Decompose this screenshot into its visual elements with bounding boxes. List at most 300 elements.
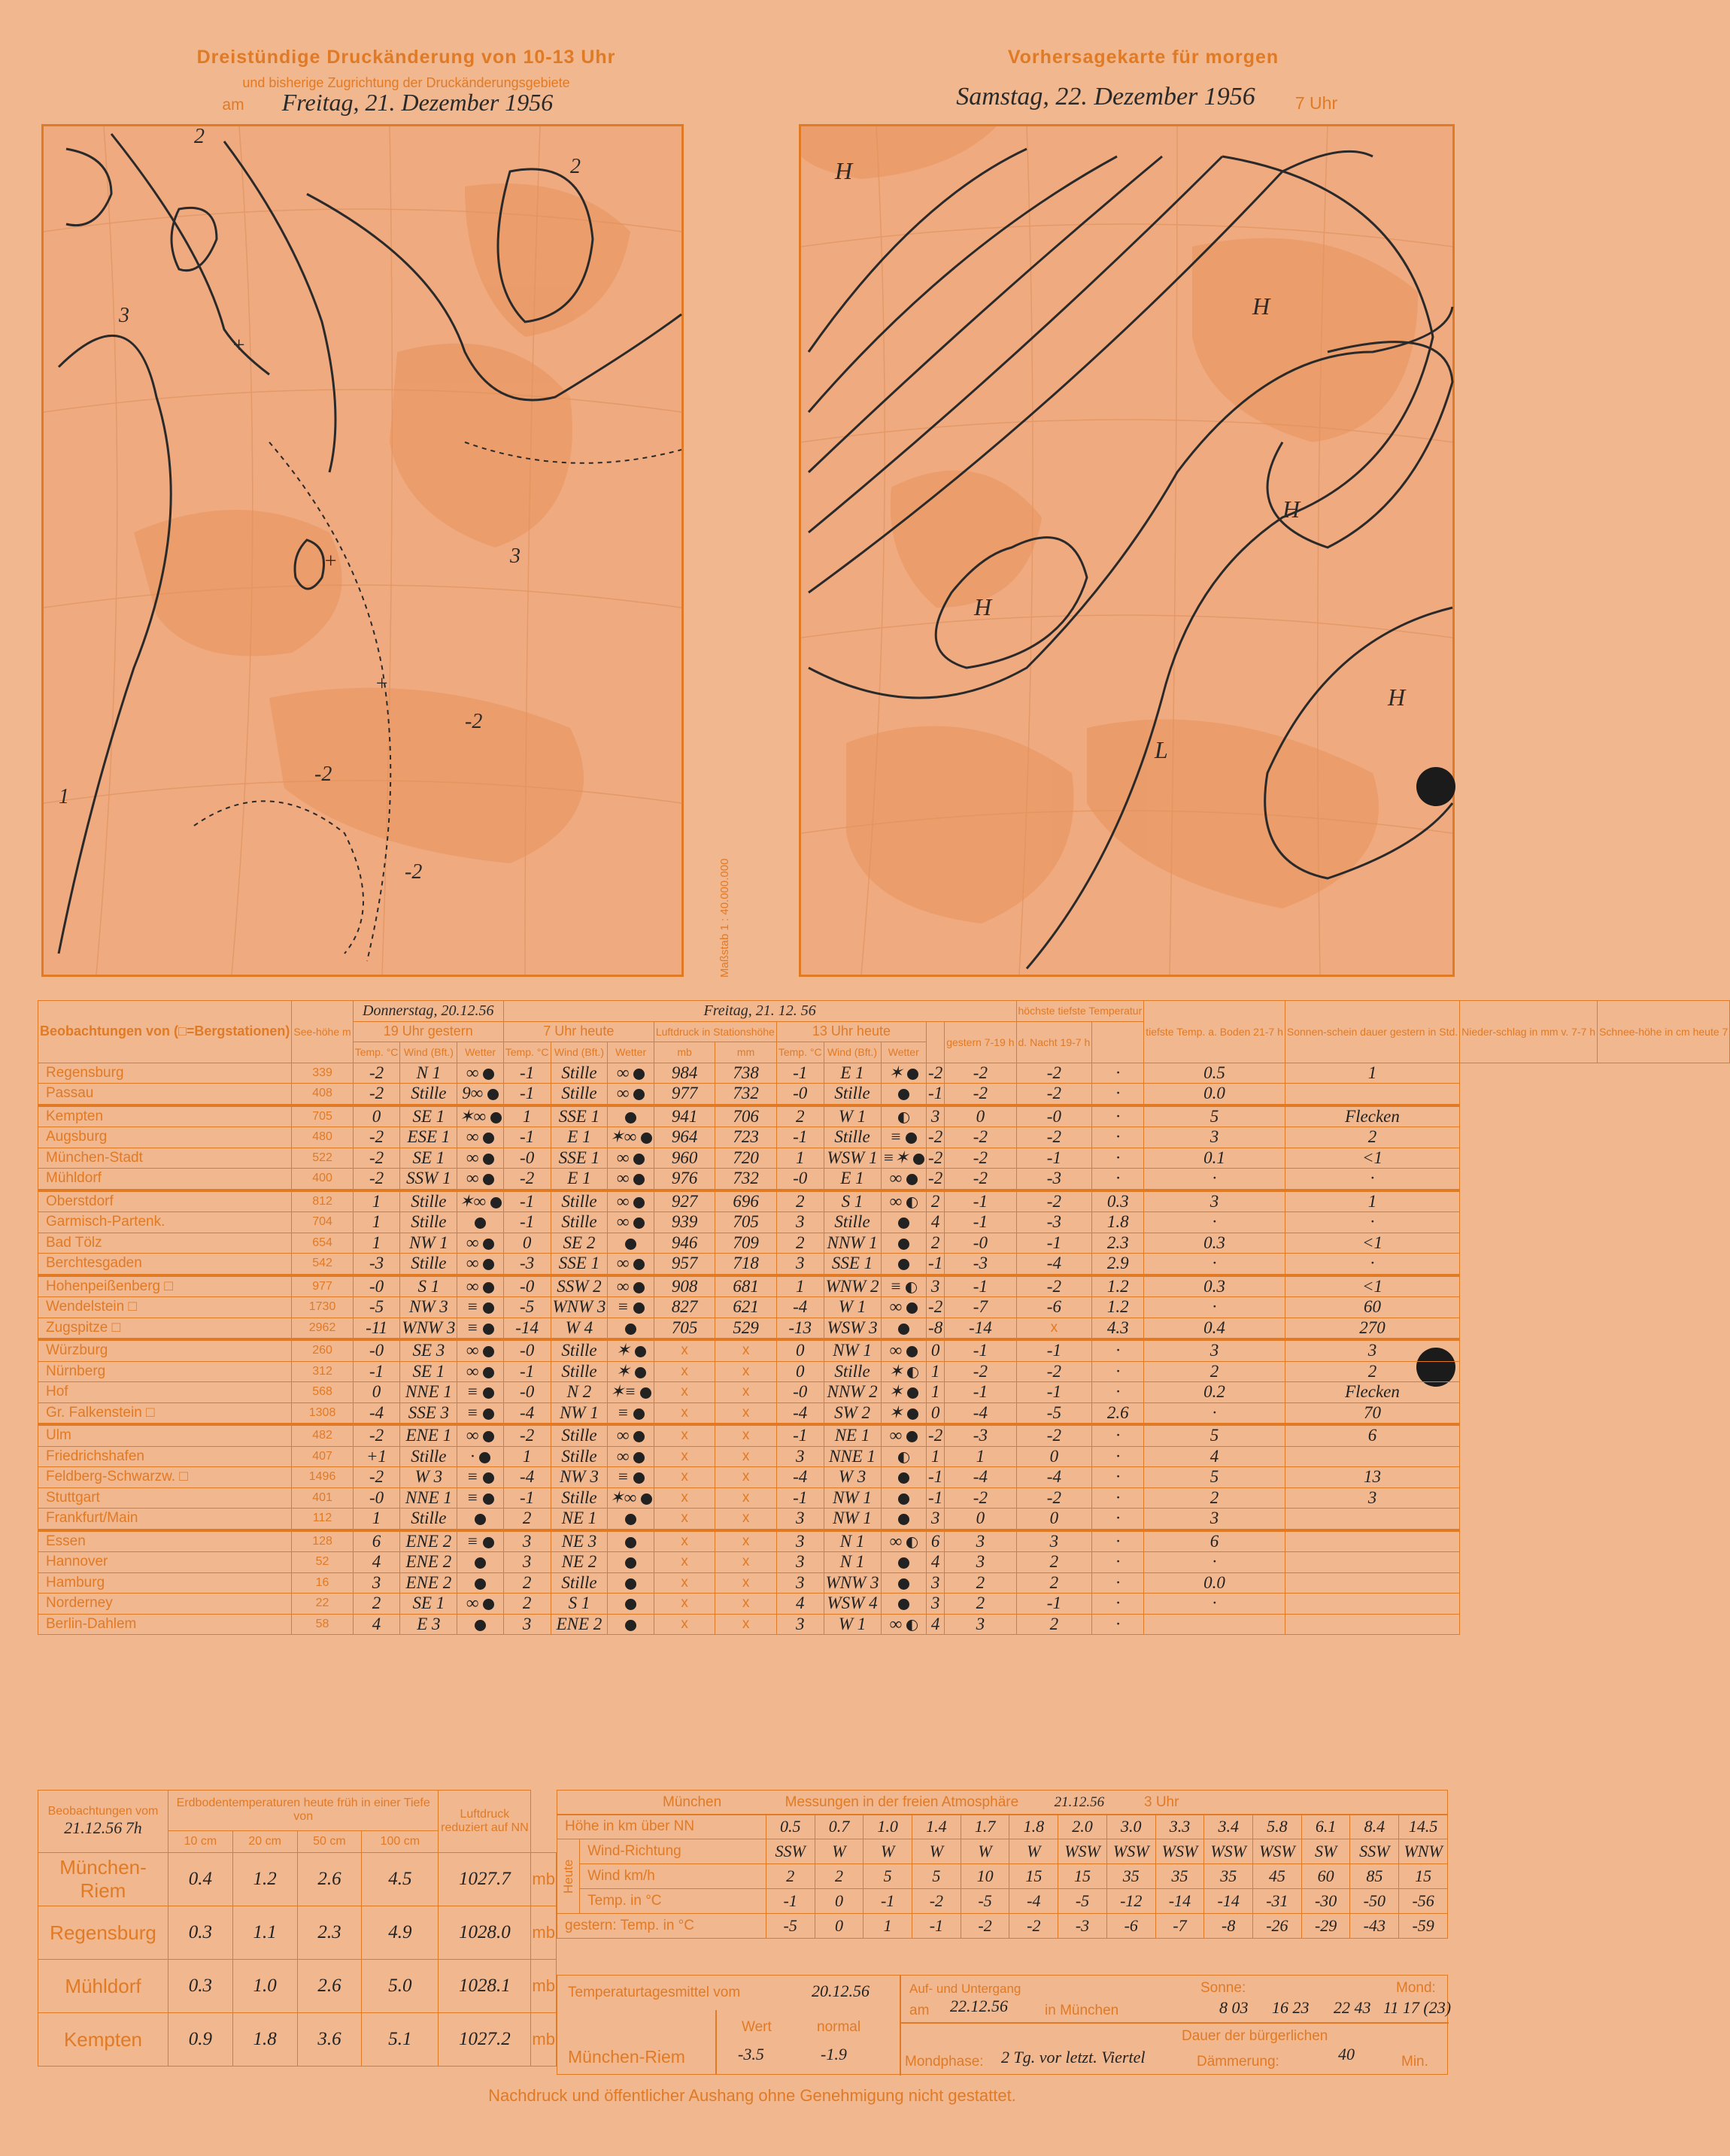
table-cell: <1: [1285, 1233, 1459, 1254]
table-cell: N 1: [824, 1552, 881, 1573]
table-row: [38, 1318, 1730, 1339]
table-cell: x: [715, 1402, 777, 1424]
table-cell: 15: [1058, 1864, 1107, 1889]
table-cell: x: [654, 1509, 715, 1530]
table-cell: 0: [815, 1914, 863, 1939]
sky-cover-icon: [475, 1514, 486, 1525]
table-cell: 1028.1: [439, 1960, 531, 2013]
station-name: Wendelstein □: [38, 1297, 292, 1318]
table-cell: 5.0: [362, 1960, 439, 2013]
table-cell: -0: [503, 1275, 551, 1297]
table-cell: -1: [503, 1063, 551, 1084]
footer-notice: Nachdruck und öffentlicher Aushang ohne Genehmigung nicht gestattet.: [488, 2086, 1016, 2105]
table-cell: -1: [503, 1084, 551, 1105]
table-cell: ·: [457, 1446, 503, 1467]
table-cell: x: [1016, 1318, 1092, 1339]
table-cell: ∞: [457, 1275, 503, 1297]
table-cell: ∞: [457, 1148, 503, 1169]
table-cell: ≡: [457, 1402, 503, 1424]
table-cell: SW: [1301, 1839, 1350, 1864]
table-cell: WSW: [1155, 1839, 1204, 1864]
table-cell: NNW 2: [824, 1382, 881, 1403]
table-cell: [881, 1552, 927, 1573]
svg-text:2: 2: [570, 155, 581, 178]
table-cell: S 1: [400, 1275, 457, 1297]
table-cell: -1: [766, 1889, 815, 1914]
table-cell: -8: [927, 1318, 945, 1339]
sky-cover-icon: [906, 1174, 918, 1185]
table-cell: S 1: [551, 1593, 608, 1615]
table-cell: SSE 1: [551, 1254, 608, 1275]
table-row: [38, 1467, 1730, 1488]
table-cell: 2: [815, 1864, 863, 1889]
right-map-date: Samstag, 22. Dezember 1956: [956, 83, 1255, 111]
table-cell: 1: [353, 1509, 400, 1530]
sky-cover-icon: [483, 1387, 494, 1399]
soil-station: Mühldorf: [38, 1960, 168, 2013]
table-cell: 1.0: [232, 1960, 297, 2013]
table-cell: Stille: [551, 1487, 608, 1509]
table-row: [38, 2013, 557, 2067]
svg-text:+: +: [232, 334, 246, 357]
map-scale: Maßstab 1 : 40.000.000: [718, 858, 731, 978]
table-cell: W: [815, 1839, 863, 1864]
table-cell: -31: [1253, 1889, 1302, 1914]
obs-head-max: höchste tiefste Temperatur: [1016, 1001, 1144, 1022]
table-row: [38, 1853, 557, 1906]
table-cell: WSW 3: [824, 1318, 881, 1339]
table-cell: ·: [1092, 1509, 1144, 1530]
table-cell: -0: [1016, 1105, 1092, 1127]
table-cell: -3: [945, 1424, 1016, 1446]
table-cell: 14.5: [1399, 1815, 1448, 1839]
table-cell: ∞: [457, 1254, 503, 1275]
table-cell: 2: [1144, 1361, 1285, 1382]
table-cell: 1.1: [232, 1906, 297, 1960]
table-cell: ≡: [608, 1467, 654, 1488]
svg-text:H: H: [835, 157, 853, 184]
obs-head-wetter: Wetter: [457, 1042, 503, 1063]
obs-head-nieder: Nieder-schlag in mm v. 7-7 h: [1460, 1001, 1598, 1063]
sky-cover-icon: [625, 1557, 636, 1569]
table-cell: 1: [353, 1212, 400, 1233]
table-cell: -1: [1016, 1233, 1092, 1254]
table-cell: ·: [1092, 1467, 1144, 1488]
station-name: Friedrichshafen: [38, 1446, 292, 1467]
sky-cover-icon: [487, 1089, 499, 1100]
table-cell: 2: [1016, 1614, 1092, 1635]
table-cell: -1: [776, 1063, 824, 1084]
table-cell: x: [715, 1339, 777, 1361]
soil-hour: 7h: [125, 1818, 142, 1837]
table-cell: [1285, 1509, 1459, 1530]
table-cell: Stille: [551, 1190, 608, 1212]
sky-cover-icon: [475, 1620, 486, 1631]
table-cell: -2: [912, 1889, 961, 1914]
station-name: Hamburg: [38, 1572, 292, 1593]
station-elevation: 16: [292, 1572, 353, 1593]
table-cell: 60: [1301, 1864, 1350, 1889]
soil-depth-header: 20 cm: [232, 1830, 297, 1852]
table-cell: [457, 1509, 503, 1530]
table-row: [38, 1233, 1730, 1254]
table-cell: ∞: [457, 1233, 503, 1254]
table-row: [38, 1169, 1730, 1190]
table-cell: W: [1009, 1839, 1058, 1864]
sky-cover-icon: [633, 1259, 645, 1270]
upper-row-label: Wind km/h: [580, 1864, 766, 1889]
table-cell: 13: [1285, 1467, 1459, 1488]
upper-time: 3 Uhr: [1143, 1794, 1179, 1810]
table-cell: -1: [945, 1275, 1016, 1297]
table-cell: 0: [927, 1339, 945, 1361]
sonne-unter: 16 23: [1272, 1998, 1310, 2017]
table-cell: ·: [1144, 1169, 1285, 1190]
station-elevation: 401: [292, 1487, 353, 1509]
table-cell: NNE 1: [400, 1382, 457, 1403]
station-name: Mühldorf: [38, 1169, 292, 1190]
table-cell: x: [654, 1402, 715, 1424]
table-cell: -1: [945, 1190, 1016, 1212]
table-cell: -1: [945, 1212, 1016, 1233]
table-row: [38, 1424, 1730, 1446]
station-name: Regensburg: [38, 1063, 292, 1084]
table-cell: 0: [776, 1361, 824, 1382]
upper-row-label: gestern: Temp. in °C: [557, 1914, 766, 1939]
table-cell: 3: [927, 1593, 945, 1615]
sky-cover-icon: [633, 1282, 645, 1293]
table-cell: x: [715, 1509, 777, 1530]
table-cell: -1: [776, 1424, 824, 1446]
table-cell: SE 1: [400, 1593, 457, 1615]
table-row: [38, 1402, 1730, 1424]
station-elevation: 812: [292, 1190, 353, 1212]
table-cell: ∞: [608, 1190, 654, 1212]
pressure-change-isolines: [44, 126, 681, 975]
au-date: 22.12.56: [950, 1997, 1008, 2015]
table-cell: -14: [945, 1318, 1016, 1339]
table-cell: ·: [1144, 1254, 1285, 1275]
table-cell: -11: [353, 1318, 400, 1339]
table-cell: -3: [503, 1254, 551, 1275]
table-cell: [457, 1572, 503, 1593]
table-cell: ∞: [457, 1593, 503, 1615]
table-cell: W: [863, 1839, 912, 1864]
svg-text:-2: -2: [465, 710, 483, 733]
sky-cover-icon: [483, 1367, 494, 1378]
table-cell: ∞: [608, 1063, 654, 1084]
table-cell: 0: [503, 1233, 551, 1254]
table-cell: -0: [776, 1382, 824, 1403]
punch-hole: [1416, 767, 1455, 806]
table-cell: Stille: [551, 1084, 608, 1105]
table-cell: 4: [927, 1552, 945, 1573]
table-cell: -0: [353, 1487, 400, 1509]
table-cell: x: [654, 1552, 715, 1573]
table-cell: [881, 1084, 927, 1105]
table-cell: SSW: [1350, 1839, 1399, 1864]
table-cell: -2: [1016, 1275, 1092, 1297]
table-cell: 0.4: [1144, 1318, 1285, 1339]
table-cell: x: [654, 1614, 715, 1635]
table-cell: -0: [503, 1148, 551, 1169]
table-cell: x: [715, 1382, 777, 1403]
sky-cover-icon: [475, 1578, 486, 1590]
table-cell: E 3: [400, 1614, 457, 1635]
table-row: [557, 1889, 1448, 1914]
forecast-map: [799, 124, 1455, 977]
table-cell: 1: [503, 1446, 551, 1467]
table-cell: -1: [863, 1889, 912, 1914]
table-cell: ·: [1092, 1063, 1144, 1084]
table-row: [38, 1382, 1730, 1403]
sky-cover-icon: [906, 1346, 918, 1357]
table-cell: 1.8: [232, 2013, 297, 2067]
table-cell: 1: [863, 1914, 912, 1939]
table-cell: -4: [353, 1402, 400, 1424]
table-cell: ·: [1285, 1212, 1459, 1233]
table-cell: -43: [1350, 1914, 1399, 1939]
table-cell: 0.3: [168, 1960, 233, 2013]
table-cell: ·: [1092, 1487, 1144, 1509]
table-cell: 1.4: [912, 1815, 961, 1839]
table-cell: 2.3: [1092, 1233, 1144, 1254]
table-row: [38, 1614, 1730, 1635]
table-cell: ENE 1: [400, 1424, 457, 1446]
table-cell: ∞: [608, 1212, 654, 1233]
table-cell: 4.5: [362, 1853, 439, 1906]
table-cell: Stille: [551, 1572, 608, 1593]
table-cell: 5: [1144, 1424, 1285, 1446]
table-cell: ≡: [608, 1297, 654, 1318]
table-cell: [457, 1552, 503, 1573]
table-cell: [1144, 1614, 1285, 1635]
sky-cover-icon: [898, 1112, 909, 1123]
table-cell: NNE 1: [824, 1446, 881, 1467]
table-cell: -0: [776, 1169, 824, 1190]
svg-text:H: H: [1252, 293, 1270, 320]
aufunter-label: Auf- und Untergang: [909, 1982, 1021, 1996]
table-cell: 70: [1285, 1402, 1459, 1424]
sky-cover-icon: [625, 1112, 636, 1123]
sonne-label: Sonne:: [1200, 1980, 1246, 1996]
table-cell: 6: [1285, 1424, 1459, 1446]
table-cell: 927: [654, 1190, 715, 1212]
table-cell: 3: [776, 1446, 824, 1467]
table-cell: 2: [1016, 1572, 1092, 1593]
table-cell: -4: [776, 1402, 824, 1424]
sky-cover-icon: [907, 1409, 918, 1420]
sky-cover-icon: [483, 1259, 494, 1270]
table-cell: W 1: [824, 1105, 881, 1127]
table-cell: -4: [945, 1467, 1016, 1488]
table-cell: 2: [945, 1572, 1016, 1593]
sky-cover-icon: [633, 1452, 645, 1463]
table-cell: -2: [945, 1063, 1016, 1084]
table-cell: -1: [945, 1339, 1016, 1361]
station-label: München-Riem: [568, 2047, 685, 2067]
table-cell: x: [654, 1424, 715, 1446]
table-cell: [1285, 1593, 1459, 1615]
table-cell: 2: [766, 1864, 815, 1889]
table-cell: 1: [1285, 1063, 1459, 1084]
table-cell: -3: [353, 1254, 400, 1275]
table-cell: 0.3: [1092, 1190, 1144, 1212]
station-elevation: 128: [292, 1530, 353, 1552]
table-cell: 45: [1253, 1864, 1302, 1889]
table-cell: -5: [1058, 1889, 1107, 1914]
table-cell: ≡: [881, 1275, 927, 1297]
table-cell: 0.4: [168, 1853, 233, 1906]
table-cell: ∞: [881, 1297, 927, 1318]
table-cell: Stille: [551, 1446, 608, 1467]
table-cell: -2: [1009, 1914, 1058, 1939]
table-cell: -4: [1016, 1254, 1092, 1275]
table-cell: ·: [1144, 1297, 1285, 1318]
station-elevation: 705: [292, 1105, 353, 1127]
wert-label: Wert: [742, 2019, 772, 2035]
table-row: [38, 1190, 1730, 1212]
left-map-subtitle: und bisherige Zugrichtung der Druckänderungsgebiete: [242, 75, 570, 90]
table-cell: [608, 1572, 654, 1593]
table-cell: -2: [1016, 1084, 1092, 1105]
table-row: [557, 1839, 1448, 1864]
station-name: München-Stadt: [38, 1148, 292, 1169]
table-cell: -4: [776, 1467, 824, 1488]
table-cell: 3: [945, 1530, 1016, 1552]
table-cell: -0: [503, 1339, 551, 1361]
table-cell: 3.6: [297, 2013, 362, 2067]
table-cell: SSE 1: [824, 1254, 881, 1275]
station-name: Kempten: [38, 1105, 292, 1127]
mond-label: Mond:: [1396, 1980, 1436, 1996]
soil-station: Regensburg: [38, 1906, 168, 1960]
table-cell: Stille: [551, 1063, 608, 1084]
table-cell: Stille: [551, 1212, 608, 1233]
table-cell: -4: [945, 1402, 1016, 1424]
table-cell: 0.1: [1144, 1148, 1285, 1169]
sky-cover-icon: [906, 1197, 918, 1208]
in-muenchen: in München: [1045, 2003, 1119, 2018]
table-cell: 941: [654, 1105, 715, 1127]
table-cell: W 1: [824, 1297, 881, 1318]
sky-cover-icon: [625, 1324, 636, 1335]
pressure-unit: mb: [531, 1960, 557, 2013]
table-cell: ·: [1092, 1572, 1144, 1593]
table-cell: x: [715, 1424, 777, 1446]
sky-cover-icon: [898, 1239, 909, 1250]
table-cell: WNW 2: [824, 1275, 881, 1297]
left-map-date: Freitag, 21. Dezember 1956: [281, 89, 554, 116]
table-row: [557, 1815, 1448, 1839]
sky-cover-icon: [483, 1154, 494, 1165]
table-cell: ≡: [457, 1467, 503, 1488]
station-elevation: 407: [292, 1446, 353, 1467]
table-cell: -12: [1106, 1889, 1155, 1914]
station-name: Frankfurt/Main: [38, 1509, 292, 1530]
table-cell: Stille: [824, 1212, 881, 1233]
sky-cover-icon: [898, 1472, 909, 1484]
pressure-unit: mb: [531, 2013, 557, 2067]
soil-date: 21.12.56: [64, 1818, 123, 1837]
table-cell: 705: [654, 1318, 715, 1339]
table-cell: -5: [503, 1297, 551, 1318]
upper-air-grid: [557, 1814, 1448, 1939]
table-cell: [881, 1254, 927, 1275]
table-cell: 0: [353, 1105, 400, 1127]
table-cell: x: [654, 1339, 715, 1361]
table-cell: [1285, 1572, 1459, 1593]
table-cell: ∞: [608, 1254, 654, 1275]
table-cell: 3: [353, 1572, 400, 1593]
table-cell: 3: [1016, 1530, 1092, 1552]
table-cell: [1285, 1552, 1459, 1573]
table-row: [38, 1361, 1730, 1382]
station-elevation: 568: [292, 1382, 353, 1403]
table-row: [38, 1105, 1730, 1127]
table-cell: -2: [961, 1914, 1009, 1939]
sky-cover-icon: [898, 1259, 909, 1270]
table-cell: W 3: [400, 1467, 457, 1488]
table-cell: x: [715, 1361, 777, 1382]
table-cell: ·: [1092, 1446, 1144, 1467]
sky-cover-icon: [625, 1537, 636, 1548]
station-name: Hannover: [38, 1552, 292, 1573]
table-cell: 4.3: [1092, 1318, 1144, 1339]
sky-cover-icon: [898, 1452, 909, 1463]
table-cell: ∞: [881, 1339, 927, 1361]
sky-cover-icon: [483, 1409, 494, 1420]
table-cell: 2: [503, 1593, 551, 1615]
table-cell: -2: [945, 1148, 1016, 1169]
table-row: [38, 1552, 1730, 1573]
table-cell: 85: [1350, 1864, 1399, 1889]
table-cell: 984: [654, 1063, 715, 1084]
table-cell: [881, 1487, 927, 1509]
table-cell: Flecken: [1285, 1105, 1459, 1127]
table-cell: ·: [1144, 1402, 1285, 1424]
soil-depth-header: 10 cm: [168, 1830, 233, 1852]
obs-head-luft: Luftdruck in Stationshöhe: [654, 1021, 776, 1042]
sky-cover-icon: [906, 1302, 918, 1314]
table-cell: -2: [353, 1084, 400, 1105]
table-cell: WSW 1: [824, 1148, 881, 1169]
table-cell: SSE 1: [551, 1148, 608, 1169]
table-cell: [881, 1212, 927, 1233]
table-cell: 0: [815, 1889, 863, 1914]
table-cell: ∞: [881, 1530, 927, 1552]
svg-text:1: 1: [59, 785, 69, 808]
table-cell: 2.6: [1092, 1402, 1144, 1424]
sky-cover-icon: [641, 1133, 652, 1144]
table-cell: x: [654, 1593, 715, 1615]
table-cell: -13: [776, 1318, 824, 1339]
table-cell: 709: [715, 1233, 777, 1254]
table-cell: -4: [503, 1467, 551, 1488]
sky-cover-icon: [633, 1302, 645, 1314]
table-cell: 3: [503, 1552, 551, 1573]
sky-cover-icon: [475, 1217, 486, 1229]
heute-label: Heute: [557, 1839, 580, 1914]
station-elevation: 1308: [292, 1402, 353, 1424]
station-name: Hohenpeißenberg □: [38, 1275, 292, 1297]
table-cell: 2: [927, 1190, 945, 1212]
table-cell: x: [715, 1446, 777, 1467]
table-cell: W 1: [824, 1614, 881, 1635]
table-cell: 738: [715, 1063, 777, 1084]
sky-cover-icon: [625, 1239, 636, 1250]
table-cell: 957: [654, 1254, 715, 1275]
